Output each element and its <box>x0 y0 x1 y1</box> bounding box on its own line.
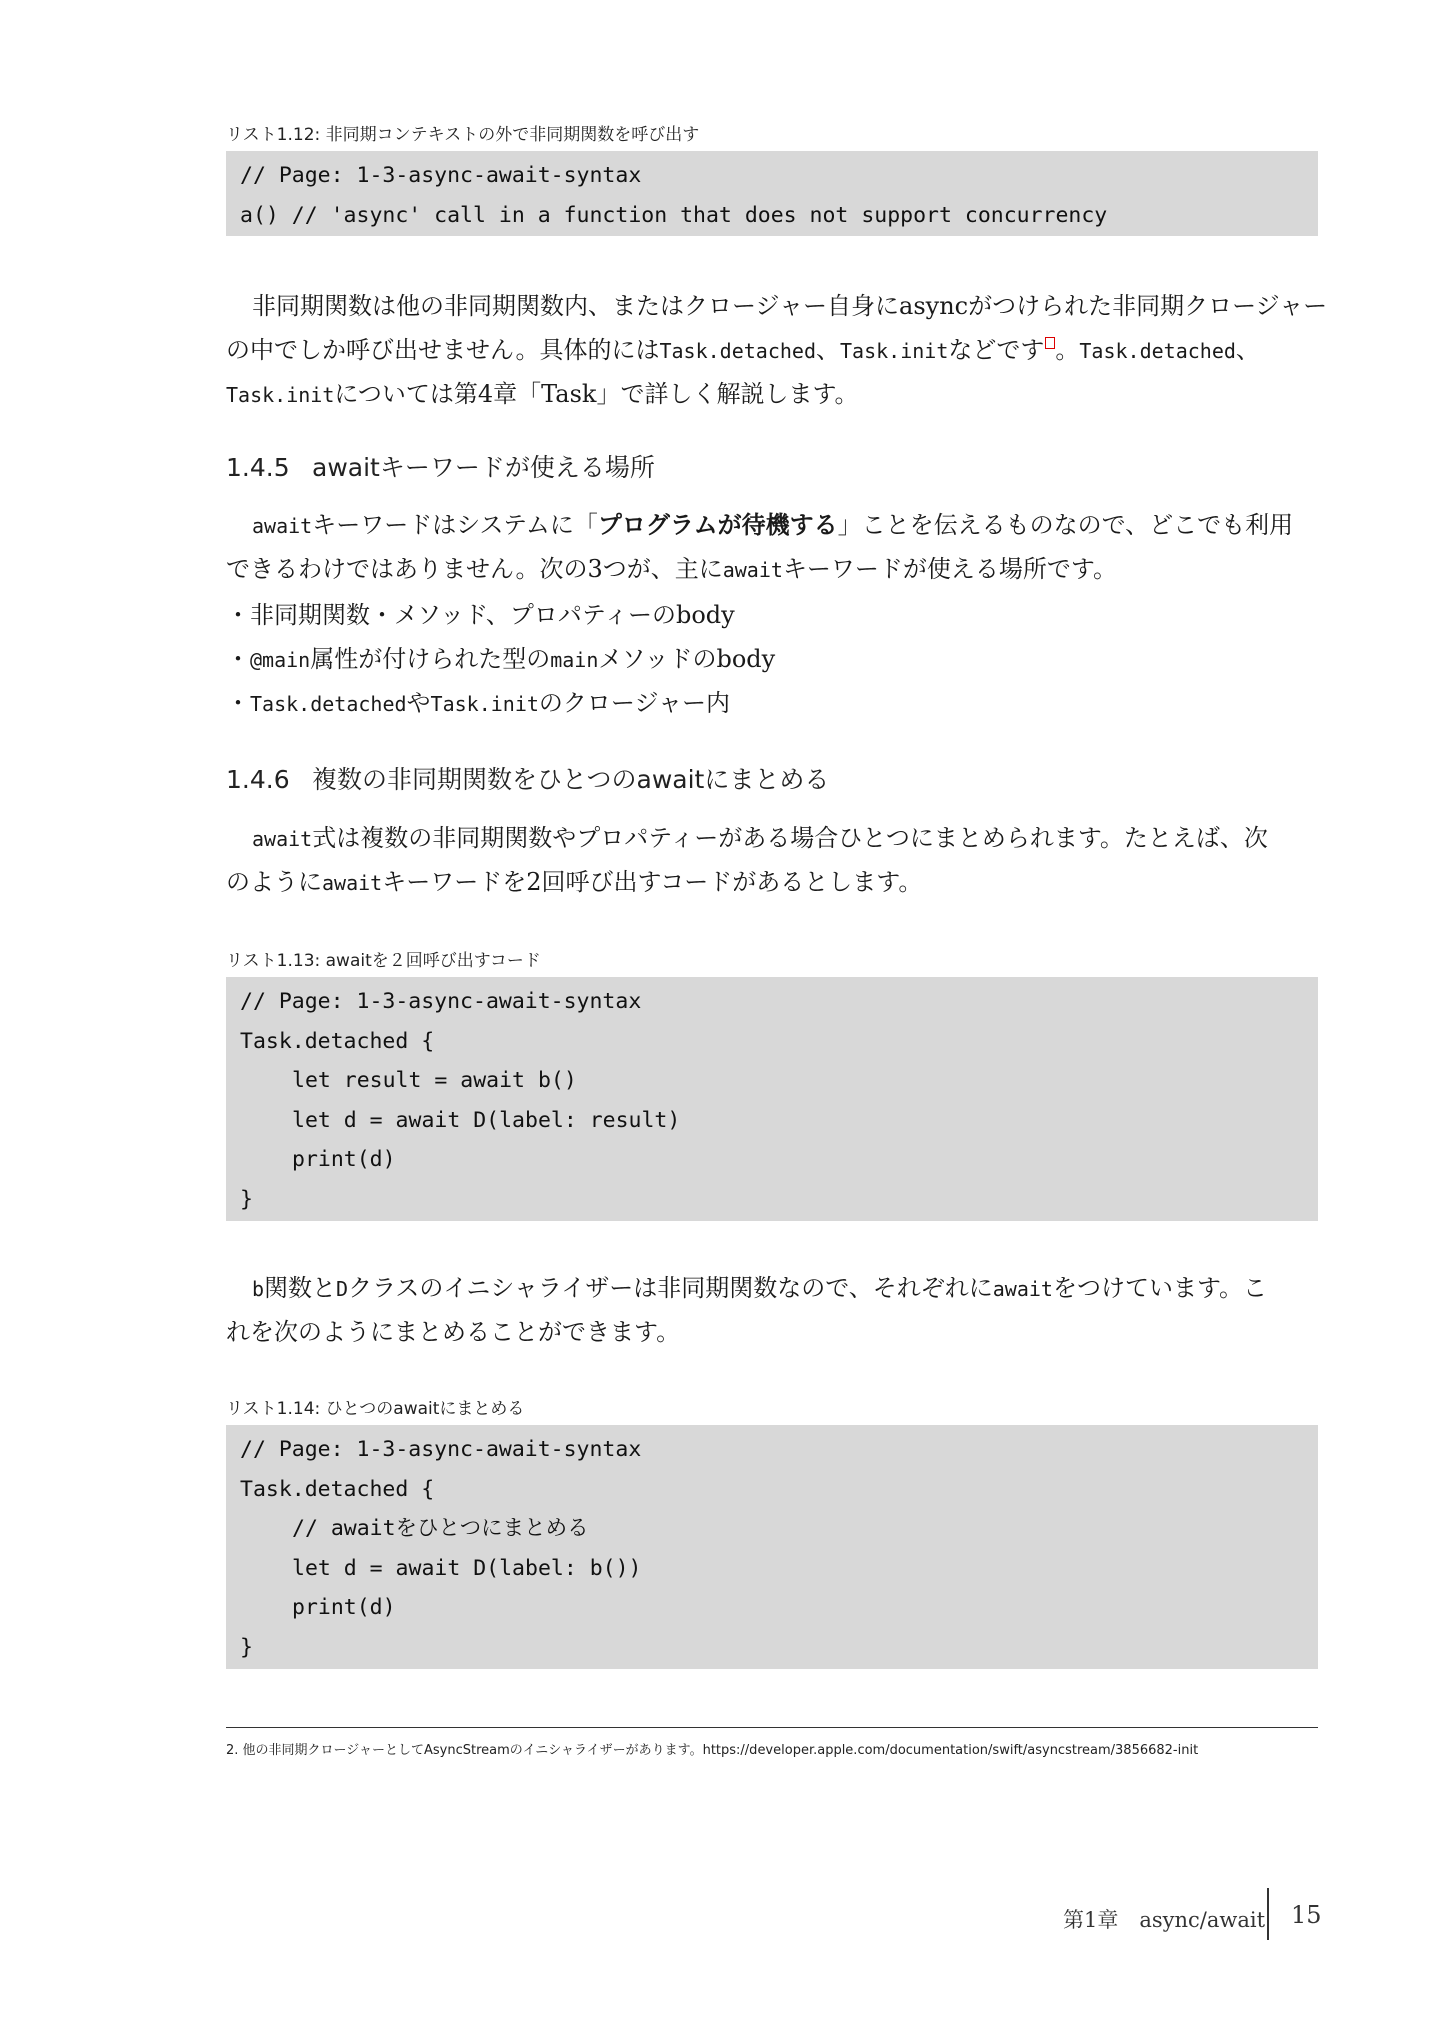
code-line: } <box>240 1634 253 1660</box>
list-item: ・Task.detachedやTask.initのクロージャー内 <box>226 689 730 717</box>
section-number: 1.4.5 <box>226 453 290 482</box>
code-line: // Page: 1-3-async-await-syntax <box>240 989 642 1014</box>
running-footer-chapter: 第1章 async/await <box>1063 1908 1266 1932</box>
paragraph <box>226 816 1318 904</box>
section-heading <box>226 760 829 796</box>
listing-caption: リスト1.13: awaitを２回呼び出すコード <box>226 951 541 971</box>
code-line: } <box>240 1186 253 1212</box>
paragraph-line: awaitキーワードはシステムに「プログラムが待機する」ことを伝えるものなので、どこでも利用 <box>252 511 1294 539</box>
section-title: awaitキーワードが使える場所 <box>312 453 655 482</box>
footnote: 2. 他の非同期クロージャーとしてAsyncStreamのイニシャライザーがあります。https://developer.apple.com/documentation/swift/asyncstream/3856682-init <box>226 1743 1199 1758</box>
paragraph-line: Task.initについては第4章「Task」で詳しく解説します。 <box>226 380 859 408</box>
paragraph-line: await式は複数の非同期関数やプロパティーがある場合ひとつにまとめられます。たとえば、次 <box>252 824 1268 852</box>
code-line: Task.detached { <box>240 1476 435 1502</box>
footer-divider <box>1267 1888 1269 1940</box>
code-line: let d = await D(label: b()) <box>292 1555 642 1581</box>
footnote-marker[interactable] <box>1045 337 1055 349</box>
paragraph-line: できるわけではありません。次の3つが、主にawaitキーワードが使える場所です。 <box>226 555 1118 583</box>
section-title: 複数の非同期関数をひとつのawaitにまとめる <box>312 765 830 794</box>
paragraph-line: 非同期関数は他の非同期関数内、またはクロージャー自身にasyncがつけられた非同期クロージャー <box>252 292 1328 320</box>
code-line: // Page: 1-3-async-await-syntax <box>240 163 642 188</box>
footnote-rule <box>226 1727 1318 1728</box>
code-line: print(d) <box>292 1147 396 1172</box>
code-line: // Page: 1-3-async-await-syntax <box>240 1437 642 1462</box>
listing-caption: リスト1.12: 非同期コンテキストの外で非同期関数を呼び出す <box>226 125 700 145</box>
code-line: print(d) <box>292 1595 396 1620</box>
code-line: Task.detached { <box>240 1028 435 1054</box>
paragraph-line: れを次のようにまとめることができます。 <box>226 1318 681 1346</box>
paragraph-line: のようにawaitキーワードを2回呼び出すコードがあるとします。 <box>226 868 923 896</box>
code-block <box>226 977 1318 1221</box>
paragraph <box>226 1266 1318 1354</box>
paragraph <box>226 503 1318 591</box>
code-line: let d = await D(label: result) <box>292 1107 681 1133</box>
listing-caption: リスト1.14: ひとつのawaitにまとめる <box>226 1399 525 1419</box>
list-item: ・@main属性が付けられた型のmainメソッドのbody <box>226 645 776 673</box>
code-line: let result = await b() <box>292 1068 577 1093</box>
paragraph <box>226 284 1328 416</box>
code-block <box>226 151 1318 236</box>
code-block <box>226 1425 1318 1669</box>
code-line: a() // 'async' call in a function that does not support concurrency <box>240 202 1108 228</box>
section-number: 1.4.6 <box>226 765 290 794</box>
paragraph-line: の中でしか呼び出せません。具体的にはTask.detached、Task.initなどです 。Task.detached、 <box>226 336 1260 364</box>
code-line: // awaitをひとつにまとめる <box>292 1516 589 1541</box>
page-number: 15 <box>1291 1901 1322 1929</box>
list-item: ・非同期関数・メソッド、プロパティーのbody <box>226 601 735 629</box>
paragraph-line: b関数とDクラスのイニシャライザーは非同期関数なので、それぞれにawaitをつけています。こ <box>252 1274 1268 1302</box>
section-heading <box>226 448 655 484</box>
